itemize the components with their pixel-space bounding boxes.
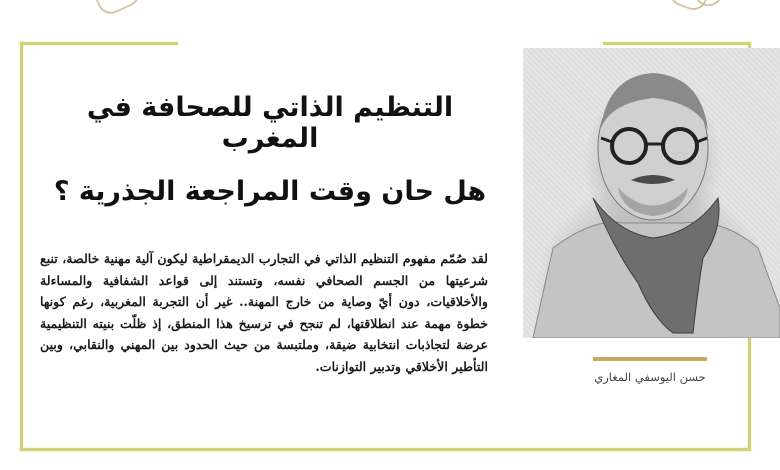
frame-bottom <box>20 448 751 451</box>
frame-left-side <box>20 42 23 451</box>
author-accent-bar <box>593 357 707 361</box>
frame-top-left-segment <box>20 42 178 45</box>
portrait-sketch-icon <box>523 48 780 338</box>
top-left-ornament <box>96 0 144 18</box>
author-portrait <box>523 48 780 338</box>
article-title-line-2: هل حان وقت المراجعة الجذرية ؟ <box>53 176 487 207</box>
article-body: لقد صُمّم مفهوم التنظيم الذاتي في التجارب الديمقراطية ليكون آلية مهنية خالصة، تنبع شرعيتها من الجسم الصحافي نفسه، وتستند إلى قواعد الشفافية والمساءلة والأخلاقيات، دون أيّ وصاية من خارج المهنة.. غير أن التجربة المغربية، رغم كونها خطوة مهمة عند انطلاقتها، لم تنجح في ترسيخ هذا المنطق، إذ ظلّت بنيته التنظيمية عرضة لتجاذبات انتخابية ضيقة، وملتبسة من حيث الحدود بين المهني والنقابي، وبين التأطير الأخلاقي وتدبير التوازنات. <box>40 251 488 374</box>
article-title-line-1: التنظيم الذاتي للصحافة في المغرب <box>86 92 454 154</box>
author-name: حسن اليوسفي المغاري <box>594 370 706 384</box>
frame-top-right-segment <box>603 42 751 45</box>
